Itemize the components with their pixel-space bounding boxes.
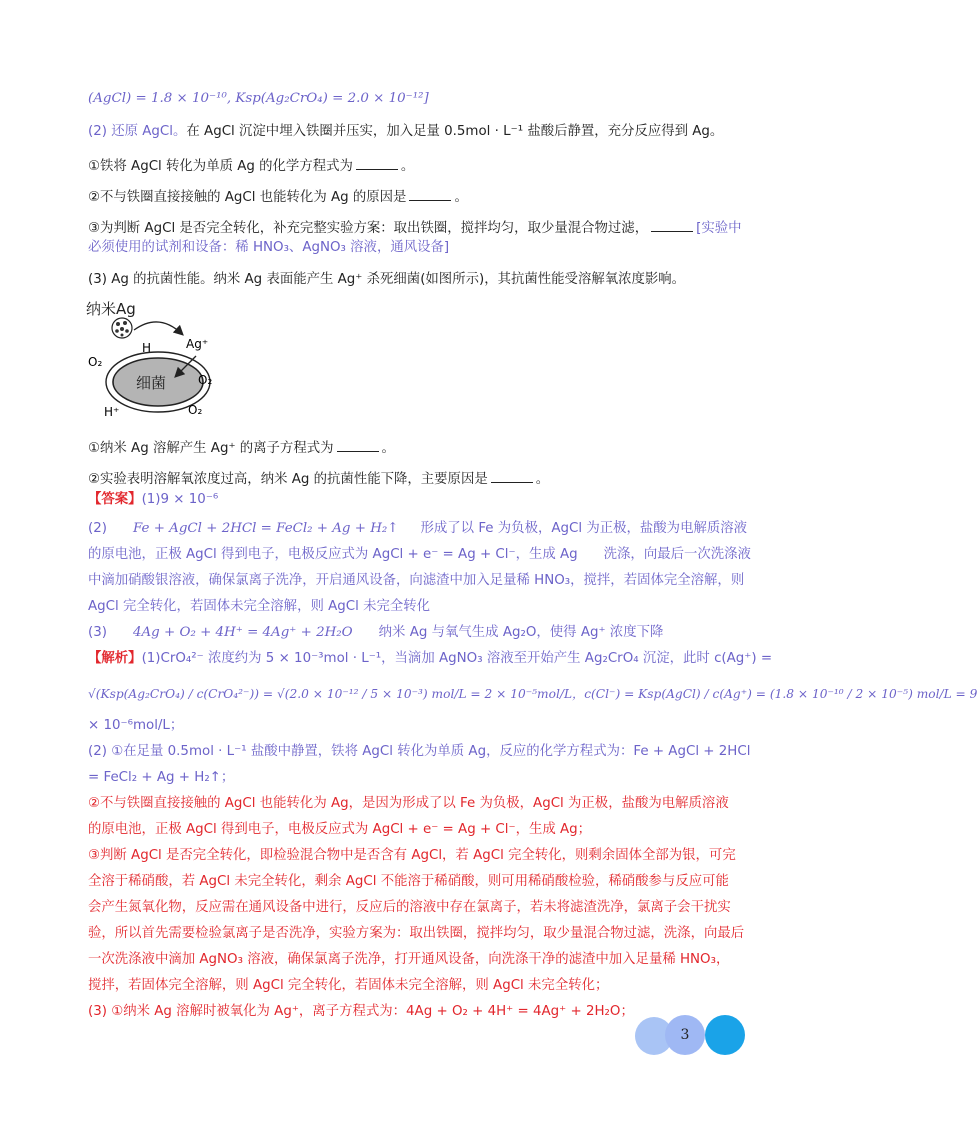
h-plus-label: H⁺ xyxy=(104,405,120,419)
answer-line-1: 【答案】(1)9 × 10⁻⁶ xyxy=(88,492,219,507)
nano-ag-particle-icon xyxy=(112,318,132,338)
analysis-line-8: ③判断 AgCl 是否完全转化，即检验混合物中是否含有 AgCl，若 AgCl 完全转化，则剩余固体全部为银，可完 xyxy=(88,848,736,863)
page-number-badge xyxy=(635,1015,747,1055)
answer-line-4: 中滴加硝酸银溶液，确保氯离子洗净，开启通风设备，向滤渣中加入足量稀 HNO₃，搅拌，若固体完全溶解，则 xyxy=(88,573,745,588)
o2-right-label: O₂ xyxy=(198,373,213,387)
analysis-line-13: 搅拌，若固体完全溶解，则 AgCl 完全转化，若固体未完全溶解，则 AgCl 未完全转化； xyxy=(88,978,609,993)
analysis-line-6: ②不与铁圈直接接触的 AgCl 也能转化为 Ag，是因为形成了以 Fe 为负极，AgCl 为正极，盐酸为电解质溶液 xyxy=(88,796,729,811)
q2-sub3: ③为判断 AgCl 是否完全转化，补充完整实验方案：取出铁圈，搅拌均匀，取少量混合物过滤， [实验中 xyxy=(88,221,742,236)
badge-circle-dark xyxy=(705,1015,745,1055)
q2-sub3-cont: 必须使用的试剂和设备：稀 HNO₃、AgNO₃ 溶液，通风设备] xyxy=(88,240,450,255)
analysis-line-2: √(Ksp(Ag₂CrO₄) / c(CrO₄²⁻)) = √(2.0 × 10⁻¹² / 5 × 10⁻³) mol/L = 2 × 10⁻⁵mol/L，c(Cl⁻) = Ksp(AgCl) / c(Ag⁺) = (1.8 × 10⁻¹⁰ / 2 × 10⁻⁵) mol/L = 9 xyxy=(88,687,977,701)
analysis-label: 【解析】 xyxy=(88,651,142,666)
nano-silver-figure xyxy=(84,298,274,424)
analysis-line-3: × 10⁻⁶mol/L； xyxy=(88,718,184,733)
figure-title: 纳米Ag xyxy=(86,300,136,318)
analysis-line-11: 验，所以首先需要检验氯离子是否洗净，实验方案为：取出铁圈，搅拌均匀，取少量混合物过滤，洗涤，向最后 xyxy=(88,926,745,941)
answer-blank xyxy=(409,188,451,201)
q3-sub1: ①纳米 Ag 溶解产生 Ag⁺ 的离子方程式为 。 xyxy=(88,441,395,456)
analysis-line-14: (3) ①纳米 Ag 溶解时被氧化为 Ag⁺，离子方程式为：4Ag + O₂ + 4H⁺ = 4Ag⁺ + 2H₂O； xyxy=(88,1004,634,1019)
q3-intro: (3) Ag 的抗菌性能。纳米 Ag 表面能产生 Ag⁺ 杀死细菌(如图所示)，其抗菌性能受溶解氧浓度影响。 xyxy=(88,272,686,287)
ksp-line: (AgCl) = 1.8 × 10⁻¹⁰, Ksp(Ag₂CrO₄) = 2.0 × 10⁻¹²] xyxy=(88,91,429,106)
answer-line-3: 的原电池，正极 AgCl 得到电子，电极反应式为 AgCl + e⁻ = Ag + Cl⁻，生成 Ag 洗涤，向最后一次洗涤液 xyxy=(88,547,751,562)
analysis-line-12: 一次洗涤液中滴加 AgNO₃ 溶液，确保氯离子洗净，打开通风设备，向洗涤干净的滤渣中加入足量稀 HNO₃， xyxy=(88,952,730,967)
bacteria-diagram xyxy=(84,298,274,424)
bacteria-label: 细菌 xyxy=(136,374,167,392)
q3-sub2: ②实验表明溶解氧浓度过高，纳米 Ag 的抗菌性能下降，主要原因是 。 xyxy=(88,472,550,487)
page-number: 3 xyxy=(680,1027,690,1043)
analysis-line-9: 全溶于稀硝酸，若 AgCl 未完全转化，剩余 AgCl 不能溶于稀硝酸，则可用稀硝酸检验，稀硝酸参与反应可能 xyxy=(88,874,729,889)
o2-bottom-label: O₂ xyxy=(188,403,203,417)
analysis-line-1: 【解析】(1)CrO₄²⁻ 浓度约为 5 × 10⁻³mol · L⁻¹，当滴加 AgNO₃ 溶液至开始产生 Ag₂CrO₄ 沉淀，此时 c(Ag⁺) = xyxy=(88,651,773,666)
analysis-line-7: 的原电池，正极 AgCl 得到电子，电极反应式为 AgCl + e⁻ = Ag + Cl⁻，生成 Ag； xyxy=(88,822,592,837)
answer-line-5: AgCl 完全转化，若固体未完全溶解，则 AgCl 未完全转化 xyxy=(88,599,431,614)
o2-left-label: O₂ xyxy=(88,355,103,369)
answer-line-2: (2) Fe + AgCl + 2HCl = FeCl₂ + Ag + H₂↑ 形成了以 Fe 为负极，AgCl 为正极，盐酸为电解质溶液 xyxy=(88,521,748,536)
q2-intro: (2) 还原 AgCl。在 AgCl 沉淀中埋入铁圈并压实，加入足量 0.5mol · L⁻¹ 盐酸后静置，充分反应得到 Ag。 xyxy=(88,124,724,139)
release-arrow xyxy=(134,322,182,334)
answer-blank xyxy=(337,439,379,452)
q2-sub2: ②不与铁圈直接接触的 AgCl 也能转化为 Ag 的原因是 。 xyxy=(88,190,468,205)
answer-blank xyxy=(491,470,533,483)
analysis-line-5: = FeCl₂ + Ag + H₂↑； xyxy=(88,770,235,785)
ag-ion-label: Ag⁺ xyxy=(186,337,209,351)
analysis-line-4: (2) ①在足量 0.5mol · L⁻¹ 盐酸中静置，铁将 AgCl 转化为单质 Ag，反应的化学方程式为：Fe + AgCl + 2HCl xyxy=(88,744,751,759)
h-label-top: H xyxy=(142,341,152,355)
q2-sub1: ①铁将 AgCl 转化为单质 Ag 的化学方程式为 。 xyxy=(88,159,415,174)
answer-label: 【答案】 xyxy=(88,492,142,507)
answer-line-6: (3) 4Ag + O₂ + 4H⁺ = 4Ag⁺ + 2H₂O 纳米 Ag 与氧气生成 Ag₂O，使得 Ag⁺ 浓度下降 xyxy=(88,625,664,640)
answer-blank xyxy=(651,219,693,232)
answer-blank xyxy=(356,157,398,170)
analysis-line-10: 会产生氮氧化物，反应需在通风设备中进行，反应后的溶液中存在氯离子，若未将滤渣洗净，氯离子会干扰实 xyxy=(88,900,731,915)
